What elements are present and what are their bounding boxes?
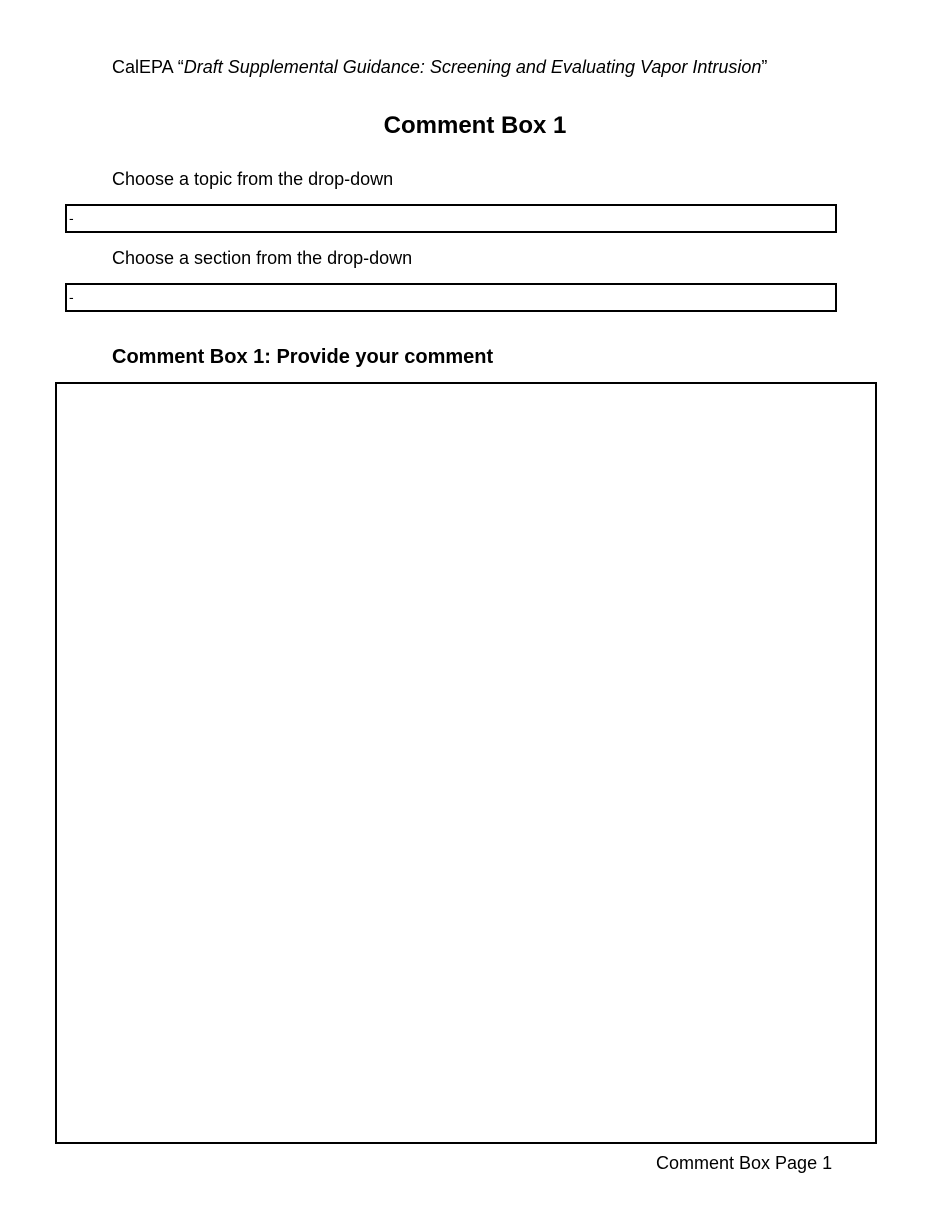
comment-textarea[interactable] [55,382,877,1144]
document-header [112,56,767,78]
topic-selected-value: - [69,210,74,226]
header-suffix: ” [761,57,768,77]
header-document-title: Draft Supplemental Guidance: Screening and Evaluating Vapor Intrusion [183,57,762,77]
comment-heading: Comment Box 1: Provide your comment [112,346,494,368]
topic-dropdown[interactable] [65,204,837,233]
page-footer: Comment Box Page 1 [656,1153,833,1173]
section-dropdown[interactable] [65,283,837,312]
header-prefix: CalEPA “ [112,57,184,77]
topic-label: Choose a topic from the drop-down [112,169,394,189]
section-selected-value: - [69,289,74,305]
section-label: Choose a section from the drop-down [112,248,413,268]
page-title: Comment Box 1 [383,112,567,139]
